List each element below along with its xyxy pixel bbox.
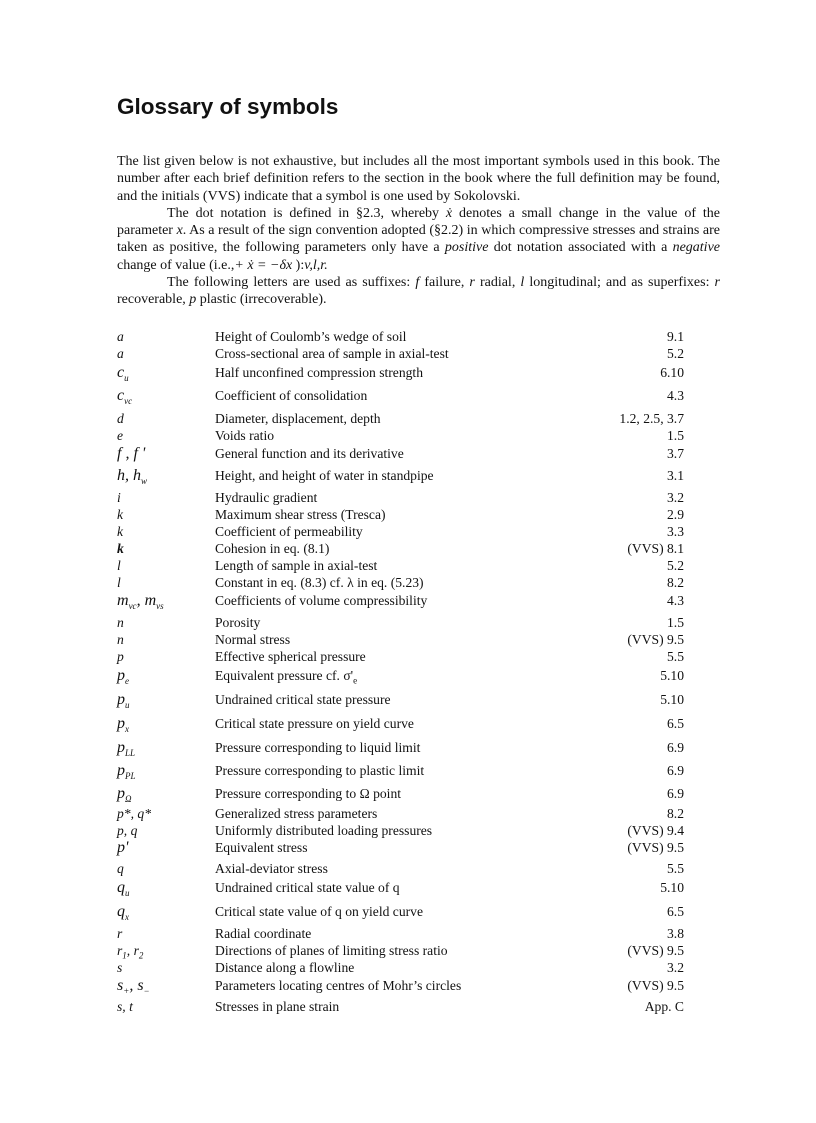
glossary-definition: Generalized stress parameters (215, 806, 378, 821)
glossary-section-ref: 3.7 (667, 446, 684, 461)
glossary-definition: Equivalent stress (215, 840, 308, 855)
glossary-section-ref: 6.5 (667, 904, 684, 919)
glossary-row (117, 715, 684, 733)
glossary-definition: Length of sample in axial-test (215, 558, 378, 573)
glossary-symbol: d (117, 411, 124, 426)
glossary-symbol: $r_1$, $r_2$ (117, 943, 144, 961)
glossary-row (117, 942, 684, 960)
glossary-section-ref: 5.10 (660, 880, 684, 895)
glossary-definition: Height of Coulomb’s wedge of soil (215, 329, 407, 344)
glossary-symbol: l (117, 575, 121, 590)
glossary-symbol: $c_u$ (117, 364, 129, 384)
glossary-definition: Equivalent pressure cf. $\sigma'_e$ (215, 668, 358, 686)
glossary-section-ref: 6.10 (660, 365, 684, 380)
glossary-row (117, 998, 684, 1016)
glossary-row (117, 328, 684, 346)
glossary-definition: Hydraulic gradient (215, 490, 318, 505)
glossary-section-ref: 8.2 (667, 575, 684, 590)
glossary-section-ref: (VVS) 8.1 (627, 541, 684, 556)
glossary-section-ref: (VVS) 9.4 (627, 823, 684, 838)
glossary-section-ref: 6.9 (667, 763, 684, 778)
glossary-symbol: k (117, 524, 124, 539)
glossary-row (117, 592, 684, 610)
glossary-row (117, 427, 684, 445)
intro-paragraph-3: The following letters are used as suffixes: f failure, r radial, l longitudinal; and as superfixes: r recoverable, p plastic (irrecoverable). (117, 275, 720, 308)
glossary-symbol: $q_u$ (117, 879, 130, 899)
glossary-symbol: $s_+$, $s_-$ (117, 977, 150, 997)
glossary-symbol: p' (117, 839, 129, 856)
glossary-symbol: $p_u$ (117, 691, 130, 711)
intro-paragraph-2: The dot notation is defined in §2.3, whereby ẋ denotes a small change in the value of the parameter x. As a result of the sign convention adopted (§2.2) in which compressive stresses and strains are taken as positive, the following parameters only have a positive dot notation associated with a negative change of value (i.e.,+ ẋ = −δx ):v,l,r. (117, 205, 721, 273)
glossary-definition: Critical state pressure on yield curve (215, 716, 414, 731)
glossary-section-ref: (VVS) 9.5 (627, 978, 684, 993)
glossary-definition: Undrained critical state value of q (215, 880, 400, 895)
glossary-definition: Coefficients of volume compressibility (215, 593, 428, 608)
glossary-definition: Constant in eq. (8.3) cf. λ in eq. (5.23) (215, 575, 424, 590)
glossary-symbol: s, t (117, 999, 133, 1014)
glossary-symbol: $q_x$ (117, 903, 129, 923)
glossary-symbol: a (117, 346, 124, 361)
glossary-definition: Directions of planes of limiting stress ratio (215, 943, 448, 958)
glossary-section-ref: 3.3 (667, 524, 684, 539)
glossary-symbol: k (117, 507, 124, 522)
glossary-definition: Stresses in plane strain (215, 999, 340, 1014)
glossary-row (117, 648, 684, 666)
glossary-symbol: $p_e$ (117, 667, 129, 687)
intro-text (117, 153, 720, 309)
glossary-row (117, 364, 684, 382)
glossary-row (117, 762, 684, 780)
glossary-definition: Radial coordinate (215, 926, 312, 941)
glossary-row (117, 691, 684, 709)
glossary-definition: Maximum shear stress (Tresca) (215, 507, 386, 522)
glossary-section-ref: 3.2 (667, 960, 684, 975)
glossary-section-ref: 3.2 (667, 490, 684, 505)
glossary-definition: Voids ratio (215, 428, 275, 443)
glossary-symbol: $p_\Omega$ (117, 785, 132, 805)
glossary-section-ref: 6.9 (667, 786, 684, 801)
glossary-row (117, 903, 684, 921)
glossary-symbol: n (117, 615, 124, 630)
glossary-symbol: p*, q* (117, 806, 151, 821)
glossary-section-ref: 5.10 (660, 668, 684, 683)
glossary-section-ref: 5.5 (667, 649, 684, 664)
glossary-row (117, 574, 684, 592)
glossary-definition: Diameter, displacement, depth (215, 411, 381, 426)
glossary-definition: Distance along a flowline (215, 960, 355, 975)
glossary-row (117, 785, 684, 803)
glossary-definition: Normal stress (215, 632, 291, 647)
glossary-row (117, 822, 684, 840)
glossary-definition: Pressure corresponding to Ω point (215, 786, 402, 801)
glossary-symbol: i (117, 490, 121, 505)
glossary-row (117, 387, 684, 405)
glossary-definition: Half unconfined compression strength (215, 365, 424, 380)
glossary-symbol: h, $h_w$ (117, 467, 148, 487)
glossary-section-ref: 4.3 (667, 593, 684, 608)
glossary-symbol: p (117, 649, 124, 664)
glossary-definition: Height, and height of water in standpipe (215, 468, 434, 483)
glossary-symbol: p, q (117, 823, 138, 838)
glossary-section-ref: 6.9 (667, 740, 684, 755)
glossary-section-ref: 2.9 (667, 507, 684, 522)
glossary-symbol: f , f ' (117, 445, 146, 462)
glossary-section-ref: 1.5 (667, 428, 684, 443)
glossary-symbol: a (117, 329, 124, 344)
glossary-definition: Parameters locating centres of Mohr’s circles (215, 978, 462, 993)
glossary-section-ref: (VVS) 9.5 (627, 840, 684, 855)
glossary-definition: General function and its derivative (215, 446, 404, 461)
glossary-symbol: $c_{vc}$ (117, 387, 133, 407)
glossary-row (117, 523, 684, 541)
glossary-row (117, 345, 684, 363)
glossary-row (117, 489, 684, 507)
glossary-symbol: r (117, 926, 123, 941)
glossary-section-ref: (VVS) 9.5 (627, 943, 684, 958)
glossary-section-ref: 6.5 (667, 716, 684, 731)
glossary-symbol: l (117, 558, 121, 573)
glossary-section-ref: 5.10 (660, 692, 684, 707)
glossary-symbol: s (117, 960, 123, 975)
glossary-section-ref: 8.2 (667, 806, 684, 821)
glossary-definition: Cohesion in eq. (8.1) (215, 541, 330, 556)
glossary-row (117, 879, 684, 897)
glossary-row (117, 860, 684, 878)
glossary-section-ref: 5.2 (667, 346, 684, 361)
glossary-definition: Coefficient of consolidation (215, 388, 368, 403)
glossary-section-ref: (VVS) 9.5 (627, 632, 684, 647)
glossary-symbol: q (117, 861, 124, 876)
glossary-symbol: $p_x$ (117, 715, 129, 735)
glossary-definition: Cross-sectional area of sample in axial-test (215, 346, 449, 361)
glossary-symbol: k (117, 541, 124, 556)
glossary-symbol: $p_{PL}$ (117, 762, 136, 782)
glossary-section-ref: 9.1 (667, 329, 684, 344)
glossary-row (117, 506, 684, 524)
glossary-row (117, 631, 684, 649)
glossary-definition: Pressure corresponding to plastic limit (215, 763, 425, 778)
glossary-row (117, 839, 684, 857)
glossary-definition: Porosity (215, 615, 261, 630)
glossary-section-ref: 4.3 (667, 388, 684, 403)
glossary-section-ref: 5.5 (667, 861, 684, 876)
glossary-symbol: $m_{vc}$, $m_{vs}$ (117, 592, 164, 612)
glossary-symbol: n (117, 632, 124, 647)
glossary-row (117, 467, 684, 485)
glossary-row (117, 959, 684, 977)
glossary-row (117, 667, 684, 685)
glossary-section-ref: App. C (644, 999, 684, 1014)
glossary-definition: Effective spherical pressure (215, 649, 366, 664)
glossary-section-ref: 1.5 (667, 615, 684, 630)
page-title: Glossary of symbols (117, 94, 339, 119)
glossary-row (117, 410, 684, 428)
glossary-row (117, 925, 684, 943)
glossary-symbol: $p_{LL}$ (117, 739, 136, 759)
glossary-row (117, 540, 684, 558)
glossary-section-ref: 5.2 (667, 558, 684, 573)
glossary-row (117, 977, 684, 995)
glossary-definition: Critical state value of q on yield curve (215, 904, 423, 919)
glossary-section-ref: 1.2, 2.5, 3.7 (619, 411, 684, 426)
glossary-definition: Axial-deviator stress (215, 861, 328, 876)
glossary-section-ref: 3.1 (667, 468, 684, 483)
glossary-definition: Coefficient of permeability (215, 524, 363, 539)
glossary-definition: Uniformly distributed loading pressures (215, 823, 433, 838)
glossary-definition: Pressure corresponding to liquid limit (215, 740, 421, 755)
glossary-row (117, 557, 684, 575)
glossary-row (117, 805, 684, 823)
glossary-row (117, 614, 684, 632)
glossary-row (117, 445, 684, 463)
intro-paragraph-1: The list given below is not exhaustive, but includes all the most important symbols used in this book. The number after each brief definition refers to the section in the book where the full definition may be found, and the initials (VVS) indicate that a symbol is one used by Sokolovski. (117, 154, 720, 204)
glossary-symbol: e (117, 428, 124, 443)
glossary-definition: Undrained critical state pressure (215, 692, 391, 707)
glossary-section-ref: 3.8 (667, 926, 684, 941)
glossary-row (117, 739, 684, 757)
